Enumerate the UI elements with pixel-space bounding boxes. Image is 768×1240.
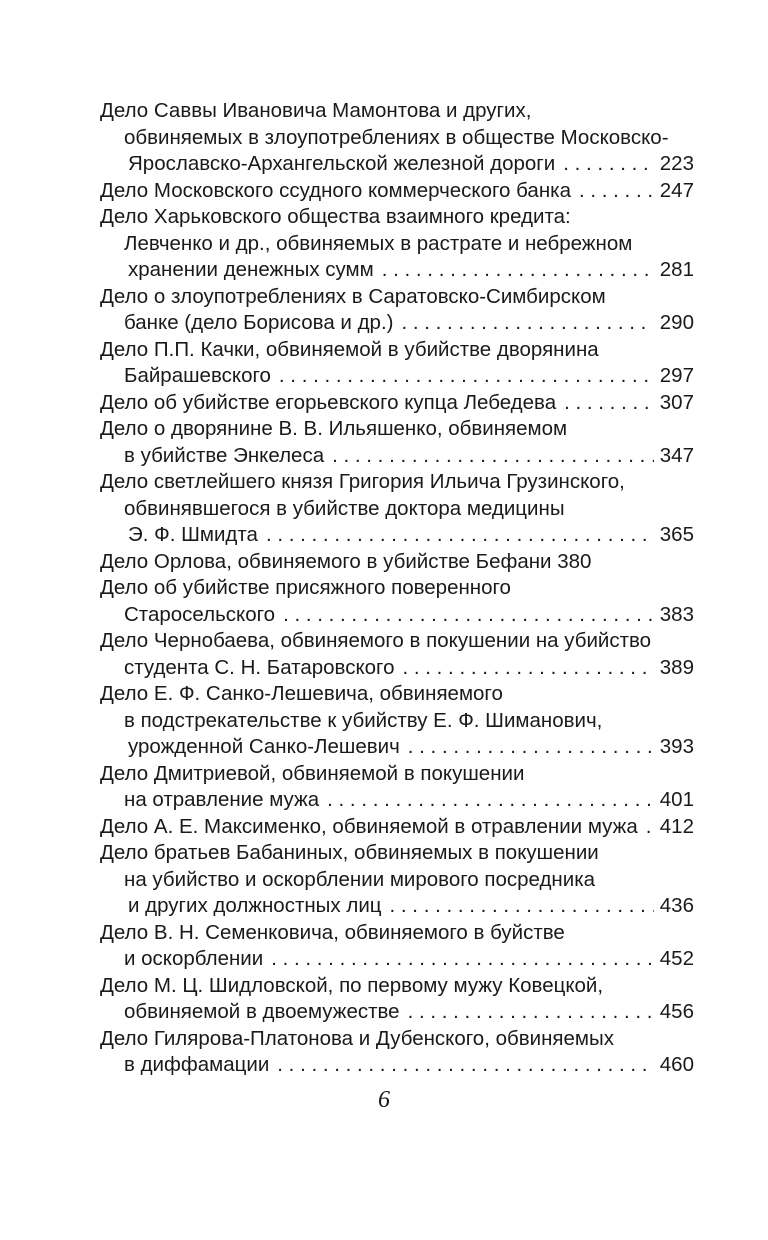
toc-entry-text: Ярославско-Архангельской железной дороги: [128, 152, 556, 175]
toc-leader-dots: [327, 787, 654, 814]
toc-entry-text: обвиняемых в злоупотреблениях в обществе Московско-: [124, 125, 669, 149]
toc-entry-text: в подстрекательстве к убийству Е. Ф. Шиманович,: [124, 708, 603, 732]
toc-entry-title-line: [100, 628, 694, 655]
toc-entry-title-line: [100, 416, 694, 443]
toc-entry-text: Дело светлейшего князя Григория Ильича Грузинского,: [100, 470, 625, 493]
toc-entry-text: и оскорблении: [124, 947, 264, 970]
toc-page-number: 307: [659, 390, 694, 414]
toc-entry-text: Дело братьев Бабаниных, обвиняемых в покушении: [100, 841, 599, 864]
toc-leader-dots: [408, 734, 654, 761]
toc-entry-continuation-line: [100, 310, 694, 337]
toc-page-number: 393: [659, 735, 694, 758]
toc-entry-title-line: [100, 549, 694, 576]
toc-leader-dots: [271, 946, 654, 973]
toc-entry: [100, 284, 694, 337]
table-of-contents: [100, 98, 694, 1079]
toc-page-number: 290: [659, 311, 694, 334]
toc-page-number: 436: [659, 894, 694, 917]
toc-entry: [100, 761, 694, 814]
toc-leader-dots: [266, 522, 654, 549]
toc-entry: [100, 1026, 694, 1079]
toc-leader-dots: [646, 814, 654, 841]
toc-entry: [100, 98, 694, 178]
toc-entry-text: Э. Ф. Шмидта: [128, 523, 258, 546]
toc-entry-continuation-line: [100, 734, 694, 761]
toc-entry: [100, 973, 694, 1026]
toc-page-number: 347: [659, 443, 694, 467]
toc-page-number: 452: [659, 947, 694, 970]
toc-entry-title-line: [100, 337, 694, 364]
toc-entry-continuation-line: [100, 946, 694, 973]
toc-entry: [100, 178, 694, 205]
toc-leader-dots: [564, 390, 654, 417]
toc-entry: [100, 469, 694, 549]
toc-entry-continuation-line: [100, 867, 694, 894]
toc-entry-text: Дело А. Е. Максименко, обвиняемой в отравлении мужа: [100, 814, 638, 838]
toc-entry: [100, 337, 694, 390]
toc-entry-continuation-line: [100, 257, 694, 284]
toc-entry-text: Дело М. Ц. Шидловской, по первому мужу Ковецкой,: [100, 973, 604, 997]
toc-entry-text: Дело Чернобаева, обвиняемого в покушении на убийство: [100, 629, 652, 652]
toc-entry-continuation-line: [100, 602, 694, 629]
toc-entry-text: Дело Харьковского общества взаимного кредита:: [100, 205, 571, 228]
toc-entry-title-line: [100, 761, 694, 788]
toc-leader-dots: [279, 363, 654, 390]
toc-page-number: 297: [659, 364, 694, 387]
toc-leader-dots: [401, 310, 653, 337]
toc-page-number: 383: [659, 602, 694, 626]
toc-entry-title-line: [100, 390, 694, 417]
toc-entry-continuation-line: [100, 893, 694, 920]
toc-page-number: 389: [659, 655, 694, 679]
toc-entry: [100, 681, 694, 761]
toc-entry: [100, 628, 694, 681]
toc-entry-title-line: [100, 204, 694, 231]
toc-entry-title-line: [100, 681, 694, 708]
toc-entry-continuation-line: [100, 125, 694, 152]
page-number: 6: [378, 1087, 390, 1113]
toc-entry-title-line: [100, 98, 694, 125]
toc-entry-text: Дело Орлова, обвиняемого в убийстве Бефани 380: [100, 549, 592, 573]
toc-entry-continuation-line: [100, 231, 694, 258]
toc-leader-dots: [390, 893, 654, 920]
toc-entry-text: Дело Дмитриевой, обвиняемой в покушении: [100, 761, 525, 785]
toc-entry-text: банке (дело Борисова и др.): [124, 311, 394, 334]
toc-page-number: 456: [659, 1000, 694, 1023]
toc-entry-text: Левченко и др., обвиняемых в растрате и небрежном: [124, 231, 633, 255]
toc-entry-continuation-line: [100, 1052, 694, 1079]
toc-entry-text: Дело В. Н. Семенковича, обвиняемого в буйстве: [100, 920, 565, 944]
toc-entry-text: в убийстве Энкелеса: [124, 443, 325, 467]
toc-entry-text: хранении денежных сумм: [128, 258, 374, 281]
toc-entry: [100, 840, 694, 920]
toc-page-number: 247: [659, 178, 694, 202]
toc-entry: [100, 920, 694, 973]
toc-entry: [100, 549, 694, 576]
toc-leader-dots: [579, 178, 654, 205]
toc-entry-title-line: [100, 814, 694, 841]
toc-entry-continuation-line: [100, 363, 694, 390]
toc-leader-dots: [408, 999, 654, 1026]
toc-entry-text: Дело об убийстве егорьевского купца Лебедева: [100, 390, 557, 414]
toc-entry-title-line: [100, 840, 694, 867]
toc-entry-title-line: [100, 575, 694, 602]
toc-leader-dots: [283, 602, 654, 629]
toc-entry-text: Дело Московского ссудного коммерческого банка: [100, 178, 571, 202]
toc-page-number: 281: [659, 258, 694, 281]
toc-entry-text: Дело об убийстве присяжного поверенного: [100, 576, 511, 599]
toc-leader-dots: [332, 443, 654, 470]
toc-entry-text: и других должностных лиц: [128, 894, 382, 917]
toc-entry-text: студента С. Н. Батаровского: [124, 655, 395, 679]
toc-entry-title-line: [100, 178, 694, 205]
toc-entry-text: Дело П.П. Качки, обвиняемой в убийстве дворянина: [100, 337, 599, 361]
toc-entry: [100, 416, 694, 469]
toc-entry-title-line: [100, 1026, 694, 1053]
toc-entry-title-line: [100, 284, 694, 311]
toc-leader-dots: [382, 257, 654, 284]
toc-entry-text: Байрашевского: [124, 364, 271, 387]
toc-entry-title-line: [100, 920, 694, 947]
toc-entry-title-line: [100, 469, 694, 496]
toc-entry: [100, 204, 694, 284]
toc-leader-dots: [563, 151, 654, 178]
toc-entry-text: обвиняемой в двоемужестве: [124, 1000, 400, 1023]
toc-entry: [100, 575, 694, 628]
toc-entry-text: Дело Гилярова-Платонова и Дубенского, обвиняемых: [100, 1026, 614, 1050]
toc-entry-continuation-line: [100, 999, 694, 1026]
toc-leader-dots: [277, 1052, 654, 1079]
toc-entry-continuation-line: [100, 522, 694, 549]
toc-entry-text: в диффамации: [124, 1053, 270, 1076]
toc-leader-dots: [402, 655, 653, 682]
toc-page-number: 460: [659, 1053, 694, 1076]
toc-entry-text: Дело Е. Ф. Санко-Лешевича, обвиняемого: [100, 682, 503, 705]
toc-page-number: 401: [659, 788, 694, 811]
toc-page-number: 223: [659, 152, 694, 175]
toc-entry-text: Старосельского: [124, 602, 276, 626]
toc-entry: [100, 390, 694, 417]
toc-page-number: 412: [659, 814, 694, 838]
toc-entry: [100, 814, 694, 841]
toc-entry-continuation-line: [100, 151, 694, 178]
toc-entry-text: обвинявшегося в убийстве доктора медицины: [124, 496, 565, 520]
toc-entry-text: на убийство и оскорблении мирового посредника: [124, 867, 596, 891]
toc-entry-text: урожденной Санко-Лешевич: [128, 735, 400, 758]
toc-entry-title-line: [100, 973, 694, 1000]
toc-entry-continuation-line: [100, 787, 694, 814]
toc-entry-continuation-line: [100, 443, 694, 470]
toc-page-number: 365: [659, 523, 694, 546]
toc-entry-continuation-line: [100, 655, 694, 682]
toc-entry-text: на отравление мужа: [124, 788, 320, 811]
toc-entry-text: Дело о злоупотреблениях в Саратовско-Симбирском: [100, 284, 606, 308]
toc-entry-continuation-line: [100, 496, 694, 523]
toc-entry-text: Дело о дворянине В. В. Ильяшенко, обвиняемом: [100, 417, 568, 440]
toc-entry-continuation-line: [100, 708, 694, 735]
toc-entry-text: Дело Саввы Ивановича Мамонтова и других,: [100, 99, 532, 122]
